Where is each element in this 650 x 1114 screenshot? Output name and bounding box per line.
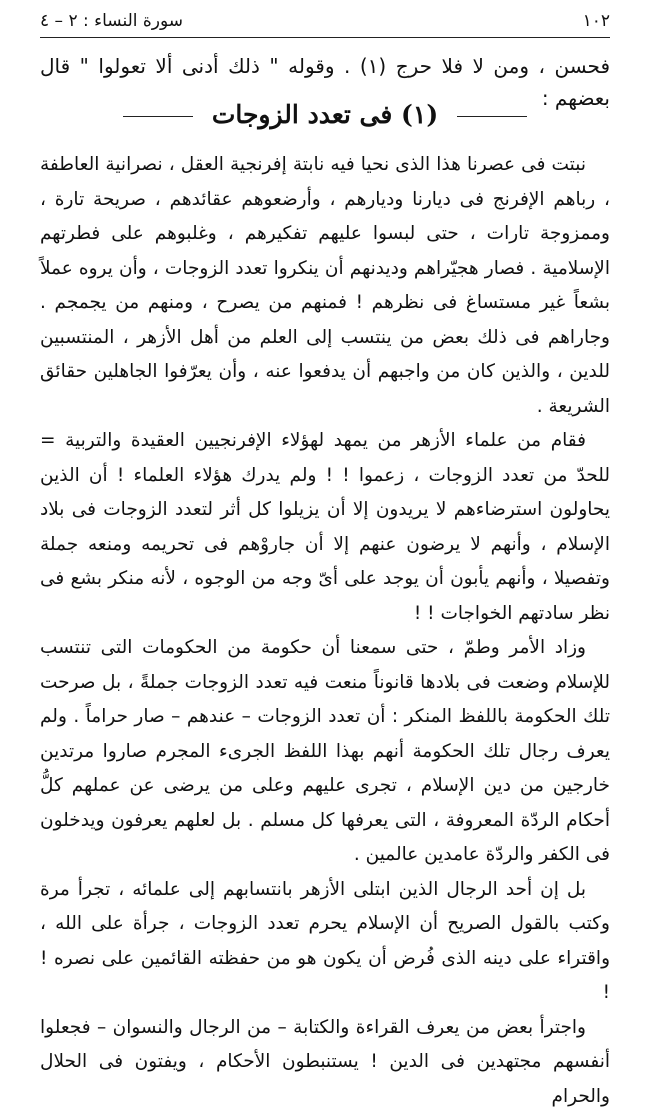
paragraph: نبتت فى عصرنا هذا الذى نحيا فيه نابتة إفرنجية العقل ، نصرانية العاطفة ، رباهم الإفرنج فى ديارنا وديارهم ، وأرضعوهم عقائدهم ، صريحة تارة ، وممزوجة تارات ، حتى لبسوا عليهم تفكيرهم ، وغلبوهم على فطرتهم الإسلامية . فصار هجيّراهم وديدنهم أن ينكروا تعدد الزوجات ، وأن يروه عملاً بشعاً غير مستساغ فى نظرهم ! فمنهم من يصرح ، ومنهم من يجمجم . وجاراهم فى ذلك بعض من ينتسب إلى العلم من أهل الأزهر ، المنتسبين للدين ، والذين كان من واجبهم أن يدفعوا عنه ، وأن يعرّفوا الجاهلين حقائق الشريعة .: [40, 148, 610, 424]
page-number: ١٠٢: [583, 11, 610, 31]
body-text: [40, 148, 610, 1114]
intro-line: فحسن ، ومن لا فلا حرج (١) . وقوله " ذلك أدنى ألا تعولوا " قال بعضهم :: [40, 50, 610, 114]
title-rule-left: [123, 116, 193, 117]
paragraph: بل إن أحد الرجال الذين ابتلى الأزهر بانتسابهم إلى علمائه ، تجرأ مرة وكتب بالقول الصريح أن الإسلام يحرم تعدد الزوجات ، جرأة على الله ، واقتراء على دينه الذى فُرض أن يكون هو من حفظته القائمين على نصره ! !: [40, 873, 610, 1011]
title-rule-right: [457, 116, 527, 117]
running-title: سورة النساء : ٢ – ٤: [40, 11, 183, 31]
page-header: [40, 8, 610, 34]
paragraph: واجترأ بعض من يعرف القراءة والكتابة – من الرجال والنسوان – فجعلوا أنفسهم مجتهدين فى الدين ! يستنبطون الأحكام ، ويفتون فى الحلال والحرام: [40, 1011, 610, 1114]
paragraph: فقام من علماء الأزهر من يمهد لهؤلاء الإفرنجيين العقيدة والتربية = للحدّ من تعدد الزوجات ، زعموا ! ! ولم يدرك هؤلاء العلماء ! أن الذين يحاولون استرضاءهم لا يريدون إلا أن يزيلوا كل أثر لتعدد الزوجات فى بلاد الإسلام ، وأنهم لا يرضون عنهم إلا أن جاروْهم فى تحريمه ومنعه جملة وتفصيلا ، وأنهم يأبون أن يوجد على أىّ وجه من الوجوه ، لأنه منكر بشع فى نظر سادتهم الخواجات ! !: [40, 424, 610, 631]
section-title: (١) فى تعدد الزوجات: [212, 100, 438, 129]
header-rule: [40, 37, 610, 38]
section-title-block: [0, 100, 650, 129]
paragraph: وزاد الأمر وطمّ ، حتى سمعنا أن حكومة من الحكومات التى تنتسب للإسلام وضعت فى بلادها قانوناً منعت فيه تعدد الزوجات جملةً ، بل صرحت تلك الحكومة باللفظ المنكر : أن تعدد الزوجات – عندهم – صار حراماً . ولم يعرف رجال تلك الحكومة أنهم بهذا اللفظ الجرىء المجرم صاروا مرتدين خارجين من دين الإسلام ، تجرى عليهم وعلى من يرضى عن عملهم كلُّ أحكام الردّة المعروفة ، التى يعرفها كل مسلم . بل لعلهم يعرفون ويدخلون فى الكفر والردّة عامدين عالمين .: [40, 631, 610, 873]
